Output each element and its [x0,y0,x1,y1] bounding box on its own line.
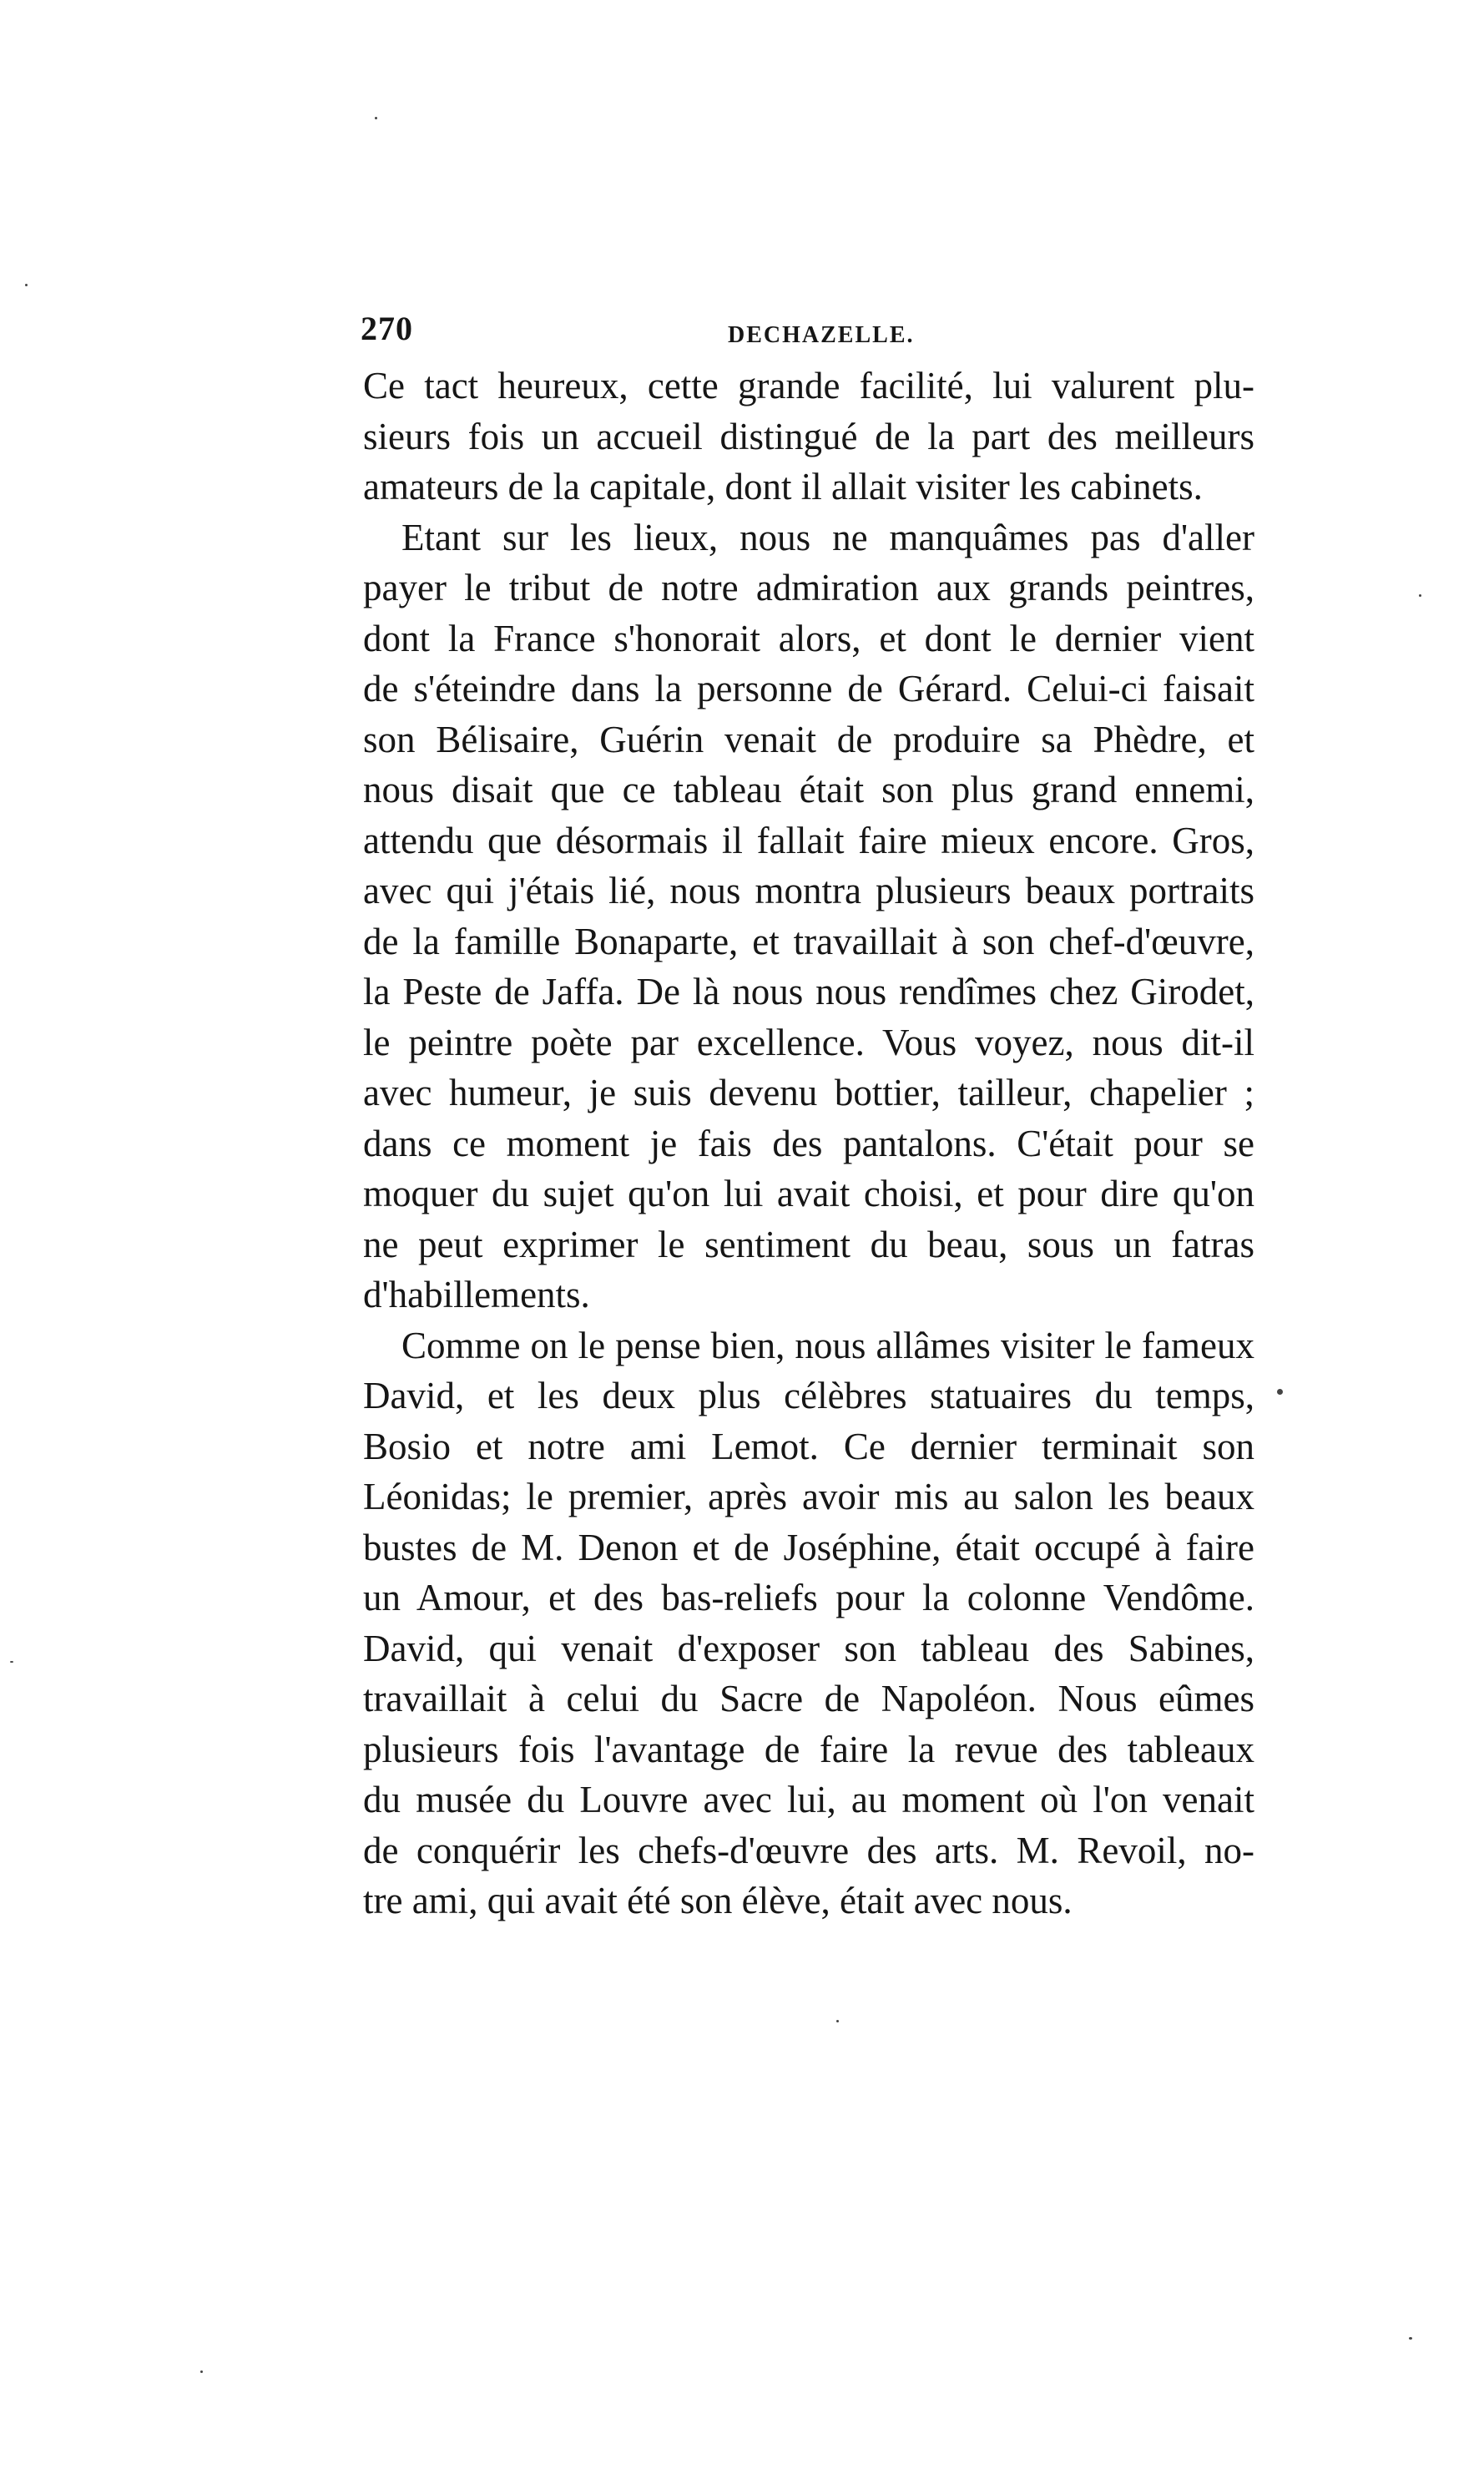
text-line: avec humeur, je suis devenu bottier, tailleur, chapelier ; [363,1072,1254,1113]
text-line: d'habillements. [363,1274,590,1315]
text-line: David, qui venait d'exposer son tableau des Sabines, [363,1627,1254,1669]
scan-speck [1419,594,1421,597]
text-line: Léonidas; le premier, après avoir mis au salon les beaux [363,1476,1254,1517]
scan-speck [1409,2337,1412,2340]
text-line: nous disait que ce tableau était son plus grand ennemi, [363,769,1254,810]
text-line: Ce tact heureux, cette grande facilité, lui valurent plu- [363,365,1254,406]
text-line: attendu que désormais il fallait faire mieux encore. Gros, [363,819,1254,861]
text-line: bustes de M. Denon et de Joséphine, était occupé à faire [363,1526,1254,1568]
text-line: de conquérir les chefs-d'œuvre des arts. M. Revoil, no- [363,1829,1254,1871]
page-number: 270 [361,310,413,347]
text-line: de la famille Bonaparte, et travaillait à son chef-d'œuvre, [363,920,1254,962]
text-line: un Amour, et des bas-reliefs pour la colonne Vendôme. [363,1577,1254,1618]
text-line: payer le tribut de notre admiration aux grands peintres, [363,567,1254,608]
text-line: ne peut exprimer le sentiment du beau, sous un fatras [363,1223,1254,1265]
paragraph [363,1320,1254,1926]
scan-speck [1277,1389,1283,1395]
page-header [361,309,1262,359]
scan-speck [836,2020,839,2022]
text-line: Comme on le pense bien, nous allâmes visiter le fameux [401,1324,1254,1366]
text-line: Etant sur les lieux, nous ne manquâmes pas d'aller [401,516,1254,558]
text-line: moquer du sujet qu'on lui avait choisi, et pour dire qu'on [363,1173,1254,1214]
text-line: le peintre poète par excellence. Vous voyez, nous dit-il [363,1021,1254,1063]
text-line: du musée du Louvre avec lui, au moment où l'on venait [363,1779,1254,1820]
text-line: dans ce moment je fais des pantalons. C'était pour se [363,1122,1254,1164]
scan-speck [200,2370,203,2373]
text-line: sieurs fois un accueil distingué de la part des meilleurs [363,415,1254,457]
text-line: David, et les deux plus célèbres statuaires du temps, [363,1375,1254,1416]
text-line: son Bélisaire, Guérin venait de produire sa Phèdre, et [363,718,1254,760]
running-title: DECHAZELLE. [728,322,915,348]
text-line: dont la France s'honorait alors, et dont le dernier vient [363,617,1254,659]
text-line: avec qui j'étais lié, nous montra plusieurs beaux portraits [363,870,1254,911]
text-line: la Peste de Jaffa. De là nous nous rendîmes chez Girodet, [363,971,1254,1012]
text-line: plusieurs fois l'avantage de faire la revue des tableaux [363,1728,1254,1770]
paragraph [363,512,1254,1320]
paragraph [363,361,1254,512]
scan-speck [25,284,28,286]
scan-speck [375,117,377,119]
text-line: de s'éteindre dans la personne de Gérard. Celui-ci faisait [363,668,1254,709]
text-line: Bosio et notre ami Lemot. Ce dernier terminait son [363,1425,1254,1467]
text-line: tre ami, qui avait été son élève, était avec nous. [363,1880,1073,1921]
body-text [363,361,1254,1926]
scan-speck [10,1661,13,1663]
text-line: travaillait à celui du Sacre de Napoléon. Nous eûmes [363,1678,1254,1719]
text-line: amateurs de la capitale, dont il allait visiter les cabinets. [363,466,1203,507]
